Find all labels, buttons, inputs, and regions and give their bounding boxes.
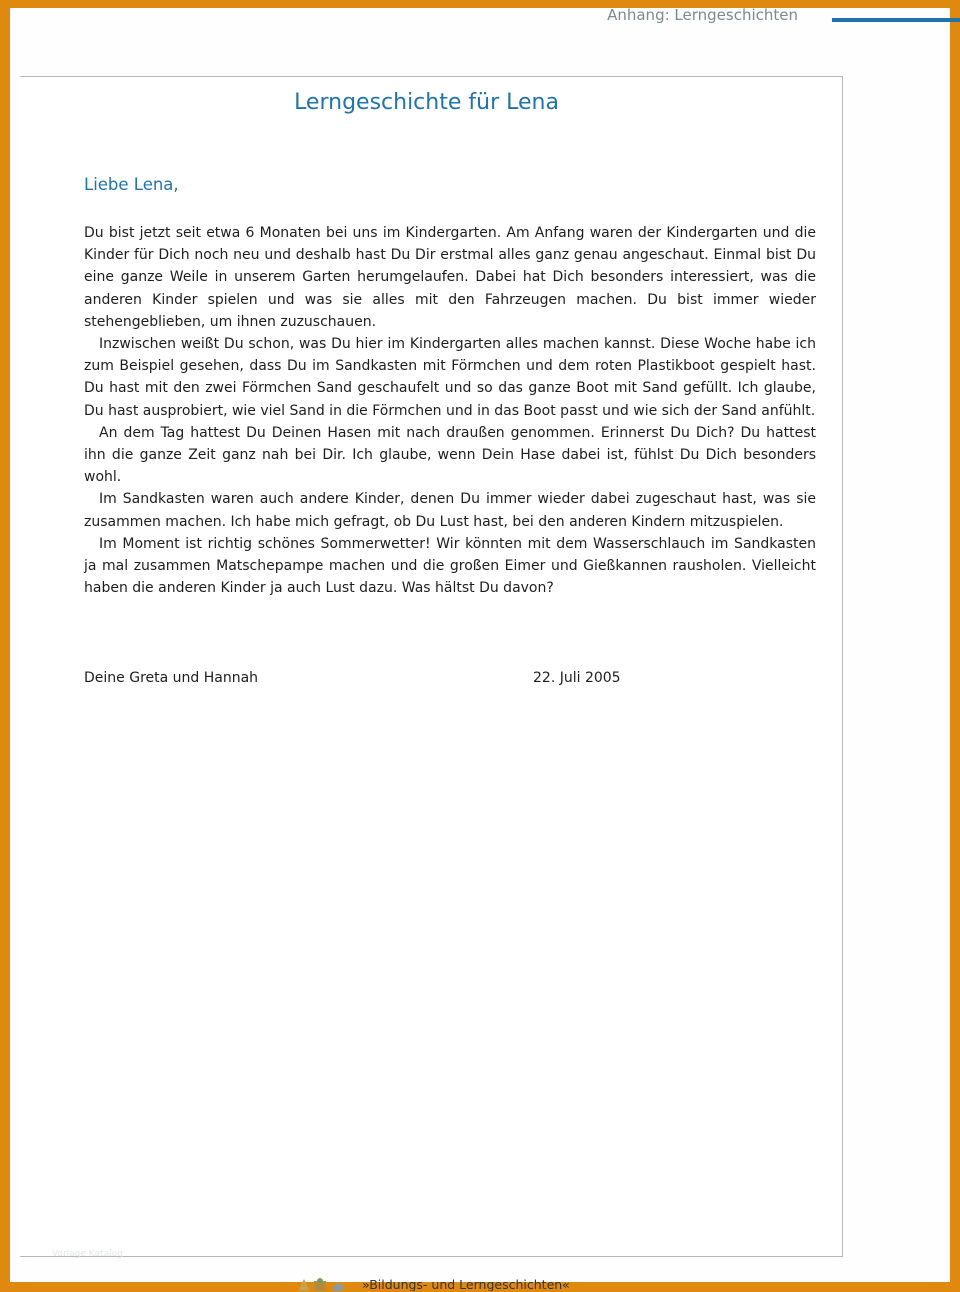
kindergarten-logo-icon [296, 1277, 356, 1291]
paragraph: Im Sandkasten waren auch andere Kinder, denen Du immer wieder dabei zugeschaut hast, was sie zusammen machen. Ich habe mich gefragt, ob Du Lust hast, bei den anderen Kindern mitzuspielen. [84, 491, 816, 530]
running-header: Anhang: Lerngeschichten [607, 7, 798, 23]
signature: Deine Greta und Hannah [84, 670, 259, 686]
paragraph: Im Moment ist richtig schönes Sommerwetter! Wir könnten mit dem Wasserschlauch im Sandkasten ja mal zusammen Matschepampe machen und die großen Eimer und Gießkannen rausholen. Vielleicht haben die anderen Kinder ja auch Lust dazu. Was hältst Du davon? [84, 535, 816, 597]
paragraph: Du bist jetzt seit etwa 6 Monaten bei uns im Kindergarten. Am Anfang waren der Kindergarten und die Kinder für Dich noch neu und deshalb hast Du Dir erstmal alles ganz genau angeschaut. Einmal bist Du eine ganze Weile in unserem Garten herumgelaufen. Dabei hat Dich besonders interessiert, was die anderen Kinder spielen und was sie alles mit den Fahrzeugen machen. Du bist immer wieder stehengeblieben, um ihnen zuzuschauen. [84, 225, 816, 330]
footer [296, 1277, 570, 1291]
footer-text: »Bildungs- und Lerngeschichten« [362, 1277, 570, 1291]
page-title: Lerngeschichte für Lena [294, 90, 559, 115]
salutation: Liebe Lena, [84, 175, 179, 194]
letter-body [84, 222, 816, 599]
header-rule [832, 18, 960, 22]
date: 22. Juli 2005 [533, 670, 621, 686]
watermark: Vorlage Katalog [52, 1249, 123, 1259]
paragraph: Inzwischen weißt Du schon, was Du hier im Kindergarten alles machen kannst. Diese Woche habe ich zum Beispiel gesehen, dass Du im Sandkasten mit Förmchen und dem roten Plastikboot gespielt hast. Du hast mit den zwei Förmchen Sand geschaufelt und so das ganze Boot mit Sand gefüllt. Ich glaube, Du hast ausprobiert, wie viel Sand in die Förmchen und in das Boot passt und wie sich der Sand anfühlt. [84, 336, 816, 419]
paragraph: An dem Tag hattest Du Deinen Hasen mit nach draußen genommen. Erinnerst Du Dich? Du hattest ihn die ganze Zeit ganz nah bei Dir. Ich glaube, wenn Dein Hase dabei ist, fühlst Du Dich besonders wohl. [84, 424, 816, 486]
